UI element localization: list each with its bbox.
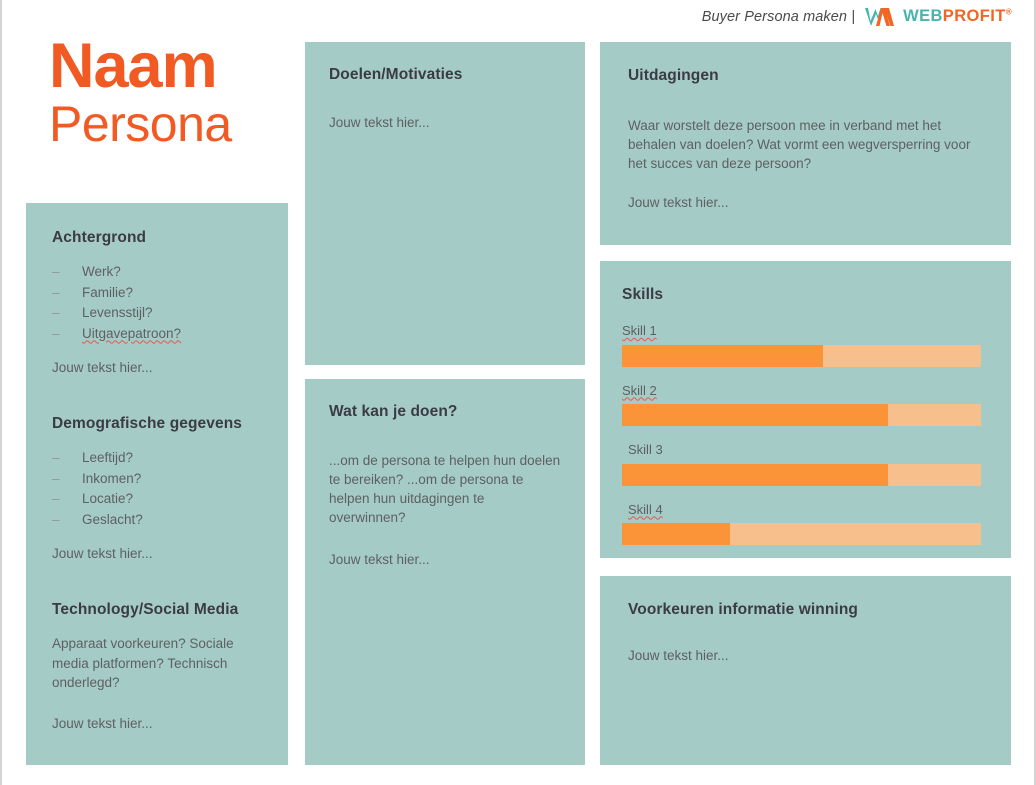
webprofit-logo bbox=[864, 5, 1012, 29]
list-item bbox=[52, 469, 262, 490]
technology-title: Technology/Social Media bbox=[52, 601, 239, 619]
skills-panel bbox=[600, 261, 1011, 558]
wat-kan-je-doen-placeholder: Jouw tekst hier... bbox=[329, 551, 430, 567]
skill-label: Skill 4 bbox=[628, 501, 663, 517]
dash-bullet-icon: – bbox=[52, 450, 60, 466]
list-item bbox=[52, 283, 262, 304]
list-item bbox=[52, 324, 262, 345]
logo-profit-text: PROFIT bbox=[942, 7, 1006, 26]
dash-bullet-icon: – bbox=[52, 470, 60, 486]
list-item-label: Leeftijd? bbox=[82, 450, 134, 466]
section-technology-social-media bbox=[52, 601, 262, 733]
section-demografische-gegevens bbox=[52, 415, 262, 563]
dash-bullet-icon: – bbox=[52, 511, 60, 527]
achtergrond-placeholder: Jouw tekst hier... bbox=[52, 360, 153, 376]
skill-row bbox=[622, 500, 981, 546]
uitdagingen-placeholder: Jouw tekst hier... bbox=[628, 195, 729, 211]
page-title: Naam bbox=[49, 31, 217, 101]
list-item-label: Locatie? bbox=[82, 491, 134, 507]
list-item bbox=[52, 262, 262, 283]
page-header bbox=[2, 0, 1036, 33]
wat-kan-je-doen-panel bbox=[305, 379, 585, 765]
skill-progress-fill bbox=[622, 404, 888, 426]
list-item-label: Uitgavepatroon? bbox=[82, 325, 182, 341]
skill-progress-track[interactable] bbox=[622, 345, 981, 367]
list-item-label: Geslacht? bbox=[82, 511, 143, 527]
logo-trademark: ® bbox=[1005, 7, 1012, 17]
achtergrond-title: Achtergrond bbox=[52, 229, 147, 246]
skill-progress-track[interactable] bbox=[622, 464, 981, 486]
skill-progress-track[interactable] bbox=[622, 523, 981, 545]
voorkeuren-informatie-panel bbox=[600, 576, 1011, 765]
achtergrond-list bbox=[52, 262, 262, 344]
list-item-label: Familie? bbox=[82, 284, 134, 300]
list-item bbox=[52, 303, 262, 324]
doelen-placeholder: Jouw tekst hier... bbox=[329, 115, 430, 130]
section-achtergrond bbox=[52, 229, 262, 377]
skill-label: Skill 1 bbox=[622, 323, 657, 338]
skill-row bbox=[622, 440, 981, 486]
uitdagingen-panel bbox=[600, 42, 1011, 245]
list-item-label: Werk? bbox=[82, 264, 121, 279]
list-item-label: Inkomen? bbox=[82, 470, 142, 486]
skill-label: Skill 2 bbox=[622, 382, 657, 398]
page-subtitle: Persona bbox=[49, 95, 232, 152]
voorkeuren-placeholder: Jouw tekst hier... bbox=[628, 648, 729, 663]
demografische-list bbox=[52, 448, 262, 530]
header-title: Buyer Persona maken | bbox=[701, 8, 856, 25]
demografische-title: Demografische gegevens bbox=[52, 415, 242, 433]
dash-bullet-icon: – bbox=[52, 305, 60, 321]
skill-progress-fill bbox=[622, 345, 823, 367]
wat-kan-je-doen-body: ...om de persona te helpen hun doelen te bereiken? ...om de persona te helpen hun uitdagingen te overwinnen? bbox=[329, 453, 561, 526]
skill-progress-track[interactable] bbox=[622, 404, 981, 426]
technology-placeholder: Jouw tekst hier... bbox=[52, 715, 153, 731]
technology-body: Apparaat voorkeuren? Sociale media platformen? Technisch onderlegd? bbox=[52, 636, 234, 690]
dash-bullet-icon: – bbox=[52, 325, 60, 341]
list-item bbox=[52, 448, 262, 469]
skill-progress-fill bbox=[622, 464, 888, 486]
wat-kan-je-doen-title: Wat kan je doen? bbox=[329, 403, 458, 420]
doelen-title: Doelen/Motivaties bbox=[329, 66, 463, 83]
list-item bbox=[52, 510, 262, 531]
skill-row bbox=[622, 381, 981, 427]
dash-bullet-icon: – bbox=[52, 491, 60, 507]
logo-wordmark bbox=[903, 8, 1012, 25]
skill-label: Skill 3 bbox=[628, 442, 663, 457]
webprofit-w-icon bbox=[864, 5, 903, 29]
demografische-placeholder: Jouw tekst hier... bbox=[52, 546, 153, 562]
list-item bbox=[52, 489, 262, 510]
list-item-label: Levensstijl? bbox=[82, 305, 153, 321]
dash-bullet-icon: – bbox=[52, 264, 60, 279]
dash-bullet-icon: – bbox=[52, 284, 60, 300]
skill-row bbox=[622, 321, 981, 367]
voorkeuren-title: Voorkeuren informatie winning bbox=[628, 601, 858, 618]
skill-progress-fill bbox=[622, 523, 730, 545]
uitdagingen-body: Waar worstelt deze persoon mee in verband met het behalen van doelen? Wat vormt een wegversperring voor het succes van deze persoon? bbox=[628, 118, 971, 172]
left-info-panel bbox=[26, 203, 288, 765]
logo-web-text: WEB bbox=[903, 7, 943, 26]
uitdagingen-title: Uitdagingen bbox=[628, 67, 719, 84]
persona-title-block bbox=[49, 31, 309, 152]
doelen-motivaties-panel bbox=[305, 42, 585, 365]
skills-title: Skills bbox=[622, 286, 664, 303]
